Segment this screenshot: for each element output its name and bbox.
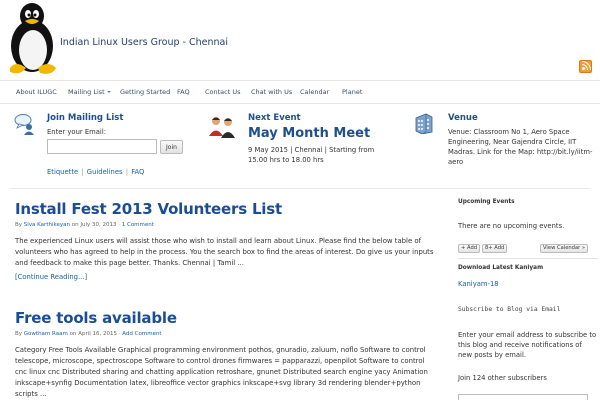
post-excerpt: Category Free Tools Available Graphical programming environment pothos, gnuradio, zaluum, noflo Software to control telescope, microscope, spectroscope Software to control drones firmwares = papparazzi, openpilot Software to control cnc linux cnc Distributed sharing and chatting application retroshare, gnunet Distributed search engine yacy Animation inkscape+synfig Documentation latex, libreoffice vector graphics inkscape+svg library 3d rendering blender+python scripts ... xyxy=(15,346,428,398)
event-name[interactable]: May Month Meet xyxy=(248,126,371,141)
post-comments-link[interactable]: Add Comment xyxy=(122,331,162,337)
mailing-links: Etiquette | Guidelines | FAQ xyxy=(47,168,145,176)
chevron-down-icon xyxy=(107,91,111,93)
post-meta: By Gowtham Raam on April 16, 2015 · Add Comment xyxy=(15,331,162,337)
join-button[interactable]: Join xyxy=(160,140,183,154)
section-divider xyxy=(10,188,590,189)
gplus-add-button[interactable]: 8+ Add xyxy=(482,244,507,253)
nav-item-about[interactable]: About ILUGC xyxy=(16,88,57,96)
venue-title: Venue xyxy=(448,113,478,123)
guidelines-link[interactable]: Guidelines xyxy=(86,168,123,176)
post-author-link[interactable]: Gowtham Raam xyxy=(23,331,68,337)
add-calendar-button[interactable]: + Add xyxy=(458,244,480,253)
post-date: July 30, 2013 xyxy=(80,222,117,228)
post-meta: By Siva Karthikeyan on July 30, 2013 · 1 Comment xyxy=(15,222,154,228)
post-comments-link[interactable]: 1 Comment xyxy=(121,222,154,228)
post-author-link[interactable]: Siva Karthikeyan xyxy=(23,222,70,228)
post-title[interactable]: Free tools available xyxy=(15,309,177,327)
nav-item-mailing-list-label: Mailing List xyxy=(68,88,105,96)
nav-item-faq[interactable]: FAQ xyxy=(177,88,190,96)
rss-feed-icon[interactable] xyxy=(579,60,592,73)
subscribe-text: Enter your email address to subscribe to this blog and receive notifications of new posts by email. xyxy=(458,331,597,359)
mailing-faq-link[interactable]: FAQ xyxy=(131,168,145,176)
meeting-people-icon xyxy=(208,114,236,140)
post-meta-on: on xyxy=(71,222,79,228)
nav-item-chat-with-us[interactable]: Chat with Us xyxy=(251,88,293,96)
building-icon xyxy=(414,112,434,134)
nav-item-getting-started[interactable]: Getting Started xyxy=(120,88,171,96)
post-meta-by: By xyxy=(15,222,23,228)
post-excerpt: The experienced Linux users will assist those who wish to install and learn about Linux. Please find the below table of volunteers who has agreed to help in the process. You the search box to find the areas of interest. Do give us your inputs and feedback to make this page better. Thanks. Chennai | Tamil ... xyxy=(15,237,434,267)
sidebar-divider xyxy=(458,258,598,259)
subscriber-count: Join 124 other subscribers xyxy=(458,374,547,382)
nav-item-calendar[interactable]: Calendar xyxy=(300,88,330,96)
kaniyam-link[interactable]: Kaniyam-18 xyxy=(458,280,499,288)
venue-details: Venue: Classroom No 1, Aero Space Engineering, Near Gajendra Circle, IIT Madras. Link for the Map: http://bit.ly/iitm-aero xyxy=(448,128,593,166)
post-title[interactable]: Install Fest 2013 Volunteers List xyxy=(15,200,282,218)
join-mailing-list-title: Join Mailing List xyxy=(47,113,124,123)
nav-item-mailing-list[interactable] xyxy=(68,88,111,96)
upcoming-events-text: There are no upcoming events. xyxy=(458,222,565,230)
post-meta-by: By xyxy=(15,331,23,337)
kaniyam-heading: Download Latest Kaniyam xyxy=(458,265,544,271)
speech-bubble-person-icon xyxy=(14,113,36,135)
continue-reading-link[interactable]: [Continue Reading...] xyxy=(15,273,88,281)
sidebar xyxy=(446,190,600,400)
subscribe-email-input[interactable] xyxy=(458,394,588,400)
site-title[interactable]: Indian Linux Users Group - Chennai xyxy=(60,37,228,48)
event-details: 9 May 2015 | Chennai | Starting from 15.00 hrs to 18.00 hrs xyxy=(248,146,375,164)
post-meta-on: on xyxy=(69,331,77,337)
subscribe-heading: Subscribe to Blog via Email xyxy=(458,306,561,313)
view-calendar-button[interactable]: View Calendar » xyxy=(540,244,588,253)
mailing-email-input[interactable] xyxy=(47,139,157,154)
post-date: April 16, 2015 xyxy=(78,331,117,337)
email-label: Enter your Email: xyxy=(47,128,106,136)
nav-item-contact-us[interactable]: Contact Us xyxy=(205,88,241,96)
etiquette-link[interactable]: Etiquette xyxy=(47,168,79,176)
upcoming-events-heading: Upcoming Events xyxy=(458,199,515,205)
nav-item-planet[interactable]: Planet xyxy=(342,88,363,96)
next-event-title: Next Event xyxy=(248,113,301,123)
tux-penguin-icon[interactable] xyxy=(6,0,62,78)
main-navigation xyxy=(0,80,600,104)
